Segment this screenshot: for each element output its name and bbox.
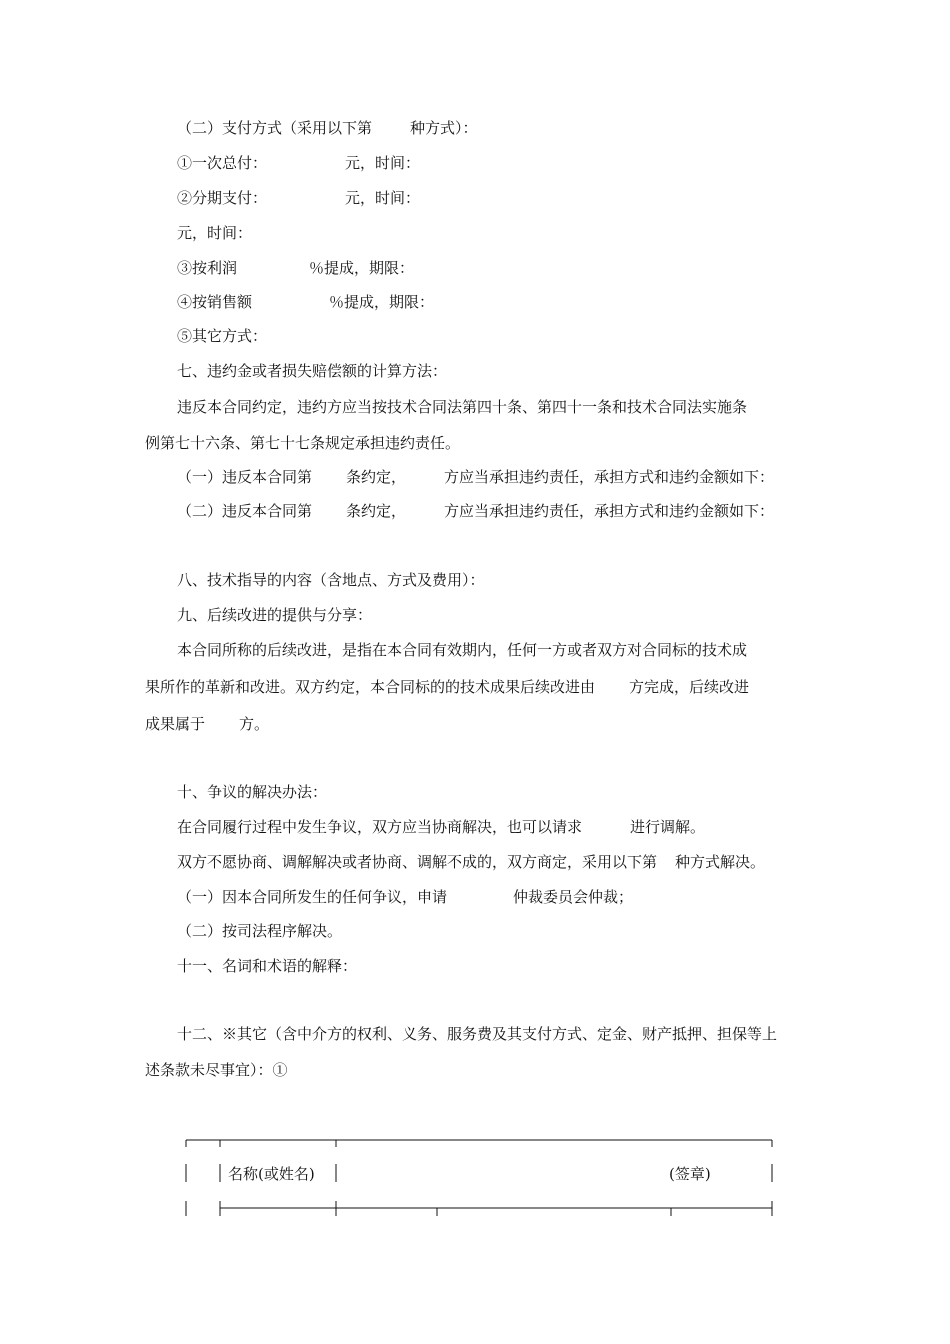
section-7-clause-2: （二）违反本合同第 条约定， 方应当承担违约责任，承担方式和违约金额如下： <box>177 502 775 520</box>
section-10-option-2: （二）按司法程序解决。 <box>177 922 343 940</box>
section-12-line-1: 十二、※其它（含中介方的权利、义务、服务费及其支付方式、定金、财产抵押、担保等上 <box>177 1025 778 1043</box>
payment-item-1: ①一次总付： 元，时间： <box>177 154 421 172</box>
signature-name-label: 名称(或姓名) <box>228 1165 315 1183</box>
section-9-paragraph-line-1: 本合同所称的后续改进，是指在本合同有效期内，任何一方或者双方对合同标的技术成 <box>177 641 748 659</box>
payment-item-3: ③按利润 ％提成，期限： <box>177 259 415 277</box>
signature-seal-label: (签章) <box>669 1165 711 1183</box>
payment-item-2: ②分期支付： 元，时间： <box>177 189 421 207</box>
section-7-title: 七、违约金或者损失赔偿额的计算方法： <box>177 362 448 380</box>
section-10-title: 十、争议的解决办法： <box>177 783 328 801</box>
section-7-paragraph-line-2: 例第七十六条、第七十七条规定承担违约责任。 <box>145 434 461 452</box>
payment-item-5: ⑤其它方式： <box>177 327 268 345</box>
section-7-paragraph-line-1: 违反本合同约定，违约方应当按技术合同法第四十条、第四十一条和技术合同法实施条 <box>177 398 748 416</box>
section-8-title: 八、技术指导的内容（含地点、方式及费用）： <box>177 571 485 589</box>
section-9-title: 九、后续改进的提供与分享： <box>177 606 373 624</box>
section-12-line-2: 述条款未尽事宜）：① <box>145 1061 288 1079</box>
section-10-option-1: （一）因本合同所发生的任何争议，申请 仲裁委员会仲裁； <box>177 888 634 906</box>
section-10-paragraph-2: 双方不愿协商、调解解决或者协商、调解不成的，双方商定，采用以下第 种方式解决。 <box>177 853 766 871</box>
section-11-title: 十一、名词和术语的解释： <box>177 957 358 975</box>
payment-heading: （二）支付方式（采用以下第 种方式）： <box>177 119 478 137</box>
payment-item-2-continued: 元，时间： <box>177 224 253 242</box>
section-9-paragraph-line-3: 成果属于 方。 <box>145 715 270 733</box>
section-10-paragraph-1: 在合同履行过程中发生争议，双方应当协商解决，也可以请求 进行调解。 <box>177 818 706 836</box>
section-7-clause-1: （一）违反本合同第 条约定， 方应当承担违约责任，承担方式和违约金额如下： <box>177 468 775 486</box>
section-9-paragraph-line-2: 果所作的革新和改进。双方约定，本合同标的的技术成果后续改进由 方完成，后续改进 <box>145 678 750 696</box>
payment-item-4: ④按销售额 ％提成，期限： <box>177 293 435 311</box>
